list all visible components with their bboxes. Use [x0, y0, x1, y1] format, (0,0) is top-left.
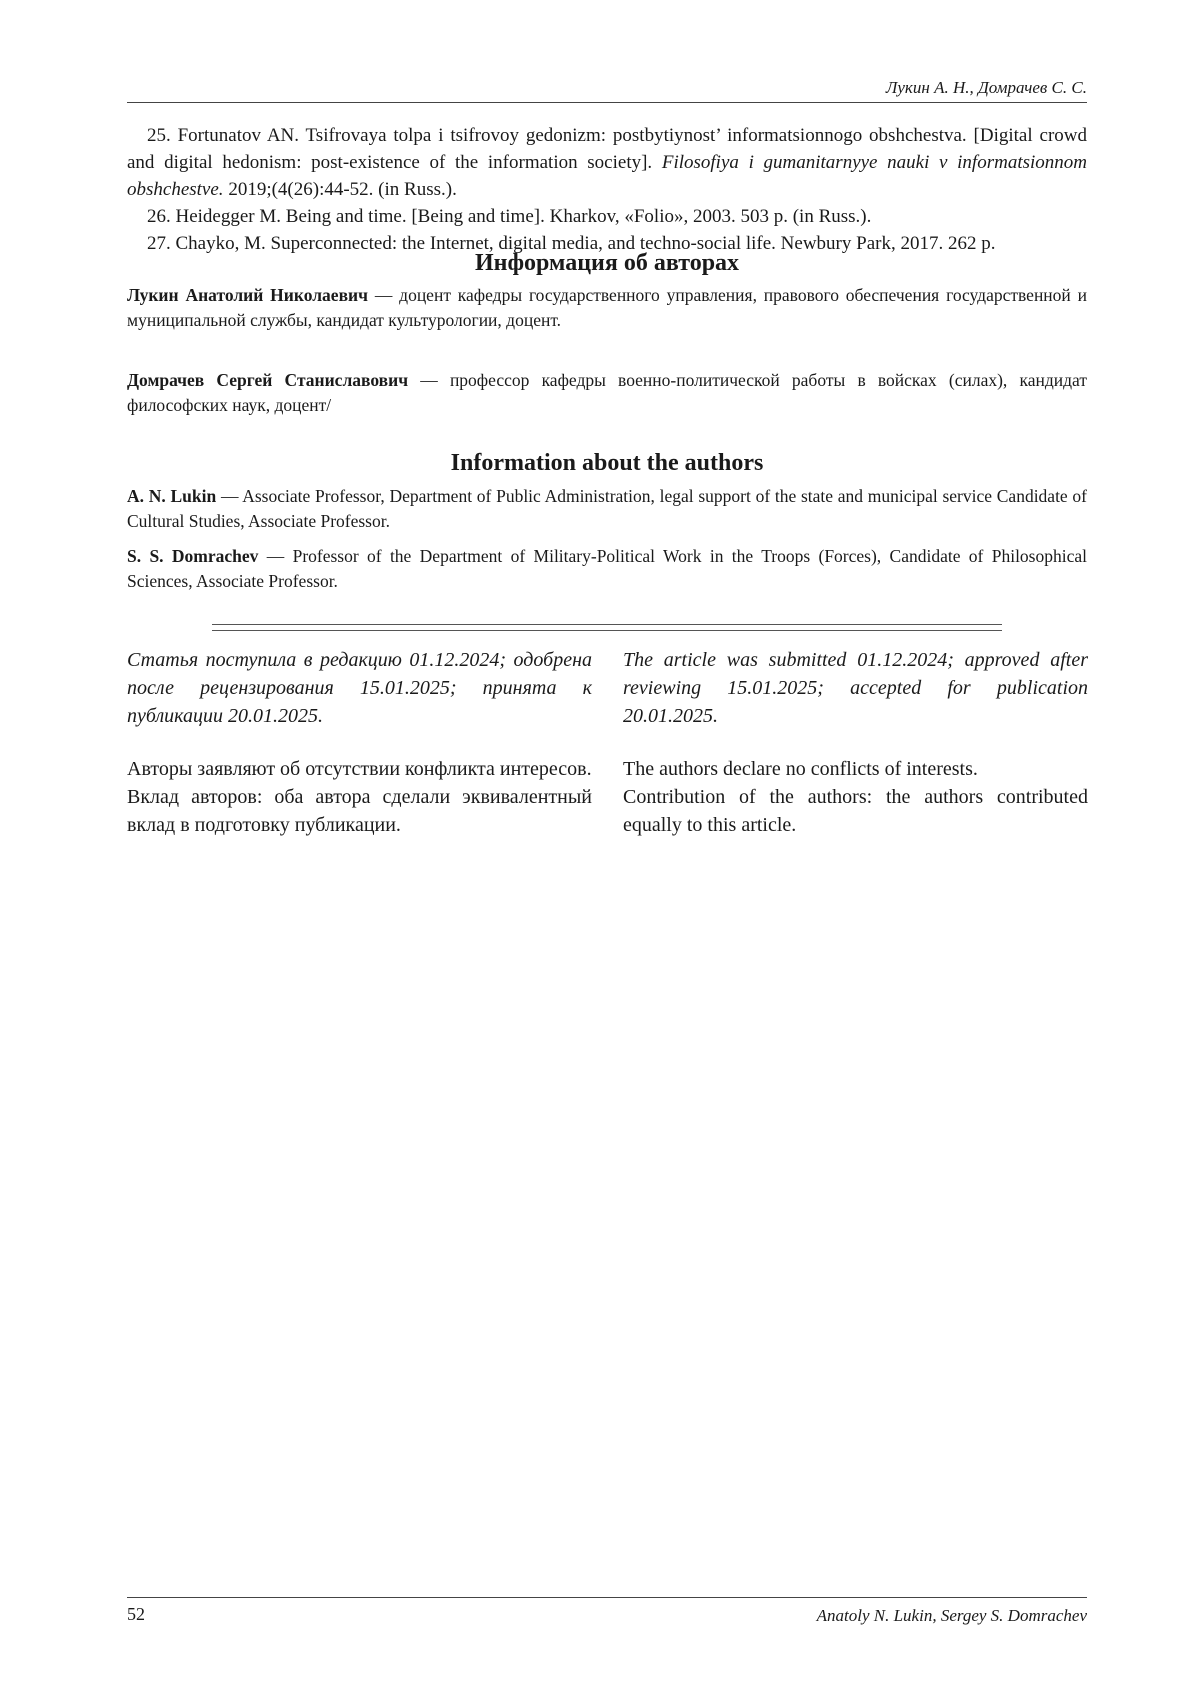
reference-25-tail: 2019;(4(26):44-52. (in Russ.).	[223, 179, 457, 200]
author-ru-lukin	[127, 283, 1087, 333]
conflict-statement-ru: Авторы заявляют об отсутствии конфликта интересов.	[127, 758, 592, 780]
reference-25-journal: Filosofiya i gumanitarnyye nauki v informatsionnom obshchestve.	[127, 152, 1087, 200]
contribution-statement-ru: Вклад авторов: оба автора сделали эквивалентный вклад в подготовку публикации.	[127, 786, 592, 836]
reference-26-text: 26. Heidegger M. Being and time. [Being and time]. Kharkov, «Folio», 2003. 503 p. (in Russ.).	[147, 206, 872, 227]
author-desc: — Associate Professor, Department of Public Administration, legal support of the state and municipal service Candidate of Cultural Studies, Associate Professor.	[127, 486, 1087, 531]
running-head: Лукин А. Н., Домрачев С. С.	[885, 78, 1087, 97]
authors-en-title: Information about the authors	[450, 450, 764, 476]
authors-ru-title: Информация об авторах	[474, 250, 740, 276]
author-desc: — Professor of the Department of Military-Political Work in the Troops (Forces), Candidate of Philosophical Sciences, Associate Professor.	[127, 546, 1087, 591]
reference-25-text: 25. Fortunatov AN. Tsifrovaya tolpa i tsifrovoy gedonizm: postbytiynost’ informatsionnogo obshchestva. [Digital crowd and digital hedonism: post-existence of the information society].	[127, 125, 1087, 173]
author-name: Лукин Анатолий Николаевич	[127, 285, 368, 305]
dates-ru: Статья поступила в редакцию 01.12.2024; одобрена после рецензирования 15.01.2025; принята к публикации 20.01.2025.	[127, 649, 592, 727]
contribution-statement-en: Contribution of the authors: the authors contributed equally to this article.	[623, 786, 1088, 836]
author-en-lukin	[127, 484, 1087, 534]
author-en-domrachev	[127, 544, 1087, 594]
conflict-statement-en: The authors declare no conflicts of interests.	[623, 758, 978, 780]
header-rule	[127, 102, 1087, 103]
author-desc: — профессор кафедры военно-политической работы в войсках (силах), кандидат философских наук, доцент/	[127, 370, 1087, 415]
footer-rule	[127, 1597, 1087, 1598]
author-name: Домрачев Сергей Станиславович	[127, 370, 409, 390]
page-number: 52	[127, 1604, 145, 1624]
reference-list	[127, 122, 1087, 257]
reference-26	[127, 203, 1087, 230]
declarations-en	[623, 755, 1088, 839]
reference-27-text: 27. Chayko, M. Superconnected: the Internet, digital media, and techno-social life. Newbury Park, 2017. 262 p.	[147, 233, 996, 254]
author-name: A. N. Lukin	[127, 486, 217, 506]
reference-25	[127, 122, 1087, 203]
author-name: S. S. Domrachev	[127, 546, 259, 566]
author-ru-domrachev	[127, 368, 1087, 418]
declarations-ru	[127, 755, 592, 839]
footer-authors: Anatoly N. Lukin, Sergey S. Domrachev	[816, 1606, 1087, 1625]
section-divider	[212, 624, 1002, 631]
dates-en: The article was submitted 01.12.2024; approved after reviewing 15.01.2025; accepted for publication 20.01.2025.	[623, 649, 1088, 727]
author-desc: — доцент кафедры государственного управления, правового обеспечения государственной и муниципальной службы, кандидат культурологии, доцент.	[127, 285, 1087, 330]
